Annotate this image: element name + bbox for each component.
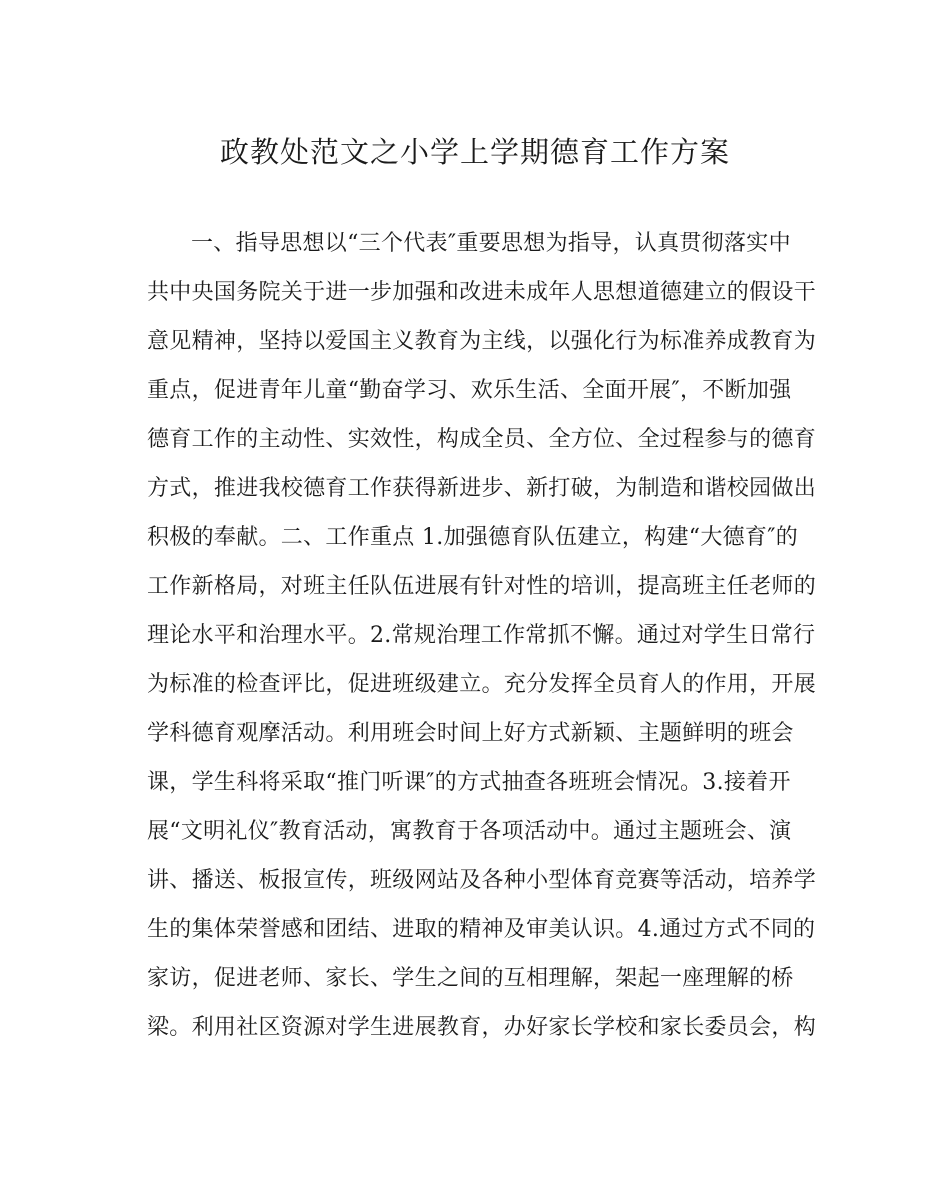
- document-title: 政教处范文之小学上学期德育工作方案: [219, 135, 730, 169]
- body-line: 课，学生科将采取“推门听课″的方式抽查各班班会情况。3.接着开: [147, 770, 791, 795]
- body-line: 工作新格局，对班主任队伍进展有针对性的培训，提高班主任老师的: [147, 574, 817, 599]
- body-line: 积极的奉献。二、工作重点 1.加强德育队伍建立，构建“大德育″的: [147, 525, 799, 550]
- body-line: 德育工作的主动性、实效性，构成全员、全方位、全过程参与的德育: [147, 427, 817, 452]
- body-line: 一、指导思想以“三个代表″重要思想为指导，认真贯彻落实中: [191, 231, 791, 256]
- document-body: [147, 219, 817, 1052]
- body-line: 理论水平和治理水平。2.常规治理工作常抓不懈。通过对学生日常行: [147, 623, 816, 648]
- body-line: 共中央国务院关于进一步加强和改进未成年人思想道德建立的假设干: [147, 280, 817, 305]
- body-line: 为标准的检查评比，促进班级建立。充分发挥全员育人的作用，开展: [147, 672, 817, 697]
- body-line: 家访，促进老师、家长、学生之间的互相理解，架起一座理解的桥: [147, 966, 794, 991]
- body-line: 梁。利用社区资源对学生进展教育，办好家长学校和家长委员会，构: [147, 1015, 817, 1040]
- body-line: 意见精神，坚持以爱国主义教育为主线，以强化行为标准养成教育为: [147, 329, 817, 354]
- body-line: 生的集体荣誉感和团结、进取的精神及审美认识。4.通过方式不同的: [147, 917, 816, 942]
- body-line: 重点，促进青年儿童“勤奋学习、欢乐生活、全面开展″，不断加强: [147, 378, 792, 403]
- body-line: 展“文明礼仪″教育活动，寓教育于各项活动中。通过主题班会、演: [147, 819, 792, 844]
- body-line: 方式，推进我校德育工作获得新进步、新打破，为制造和谐校园做出: [147, 476, 817, 501]
- body-line: 讲、播送、板报宣传，班级网站及各种小型体育竞赛等活动，培养学: [147, 868, 817, 893]
- body-line: 学科德育观摩活动。利用班会时间上好方式新颖、主题鲜明的班会: [147, 721, 794, 746]
